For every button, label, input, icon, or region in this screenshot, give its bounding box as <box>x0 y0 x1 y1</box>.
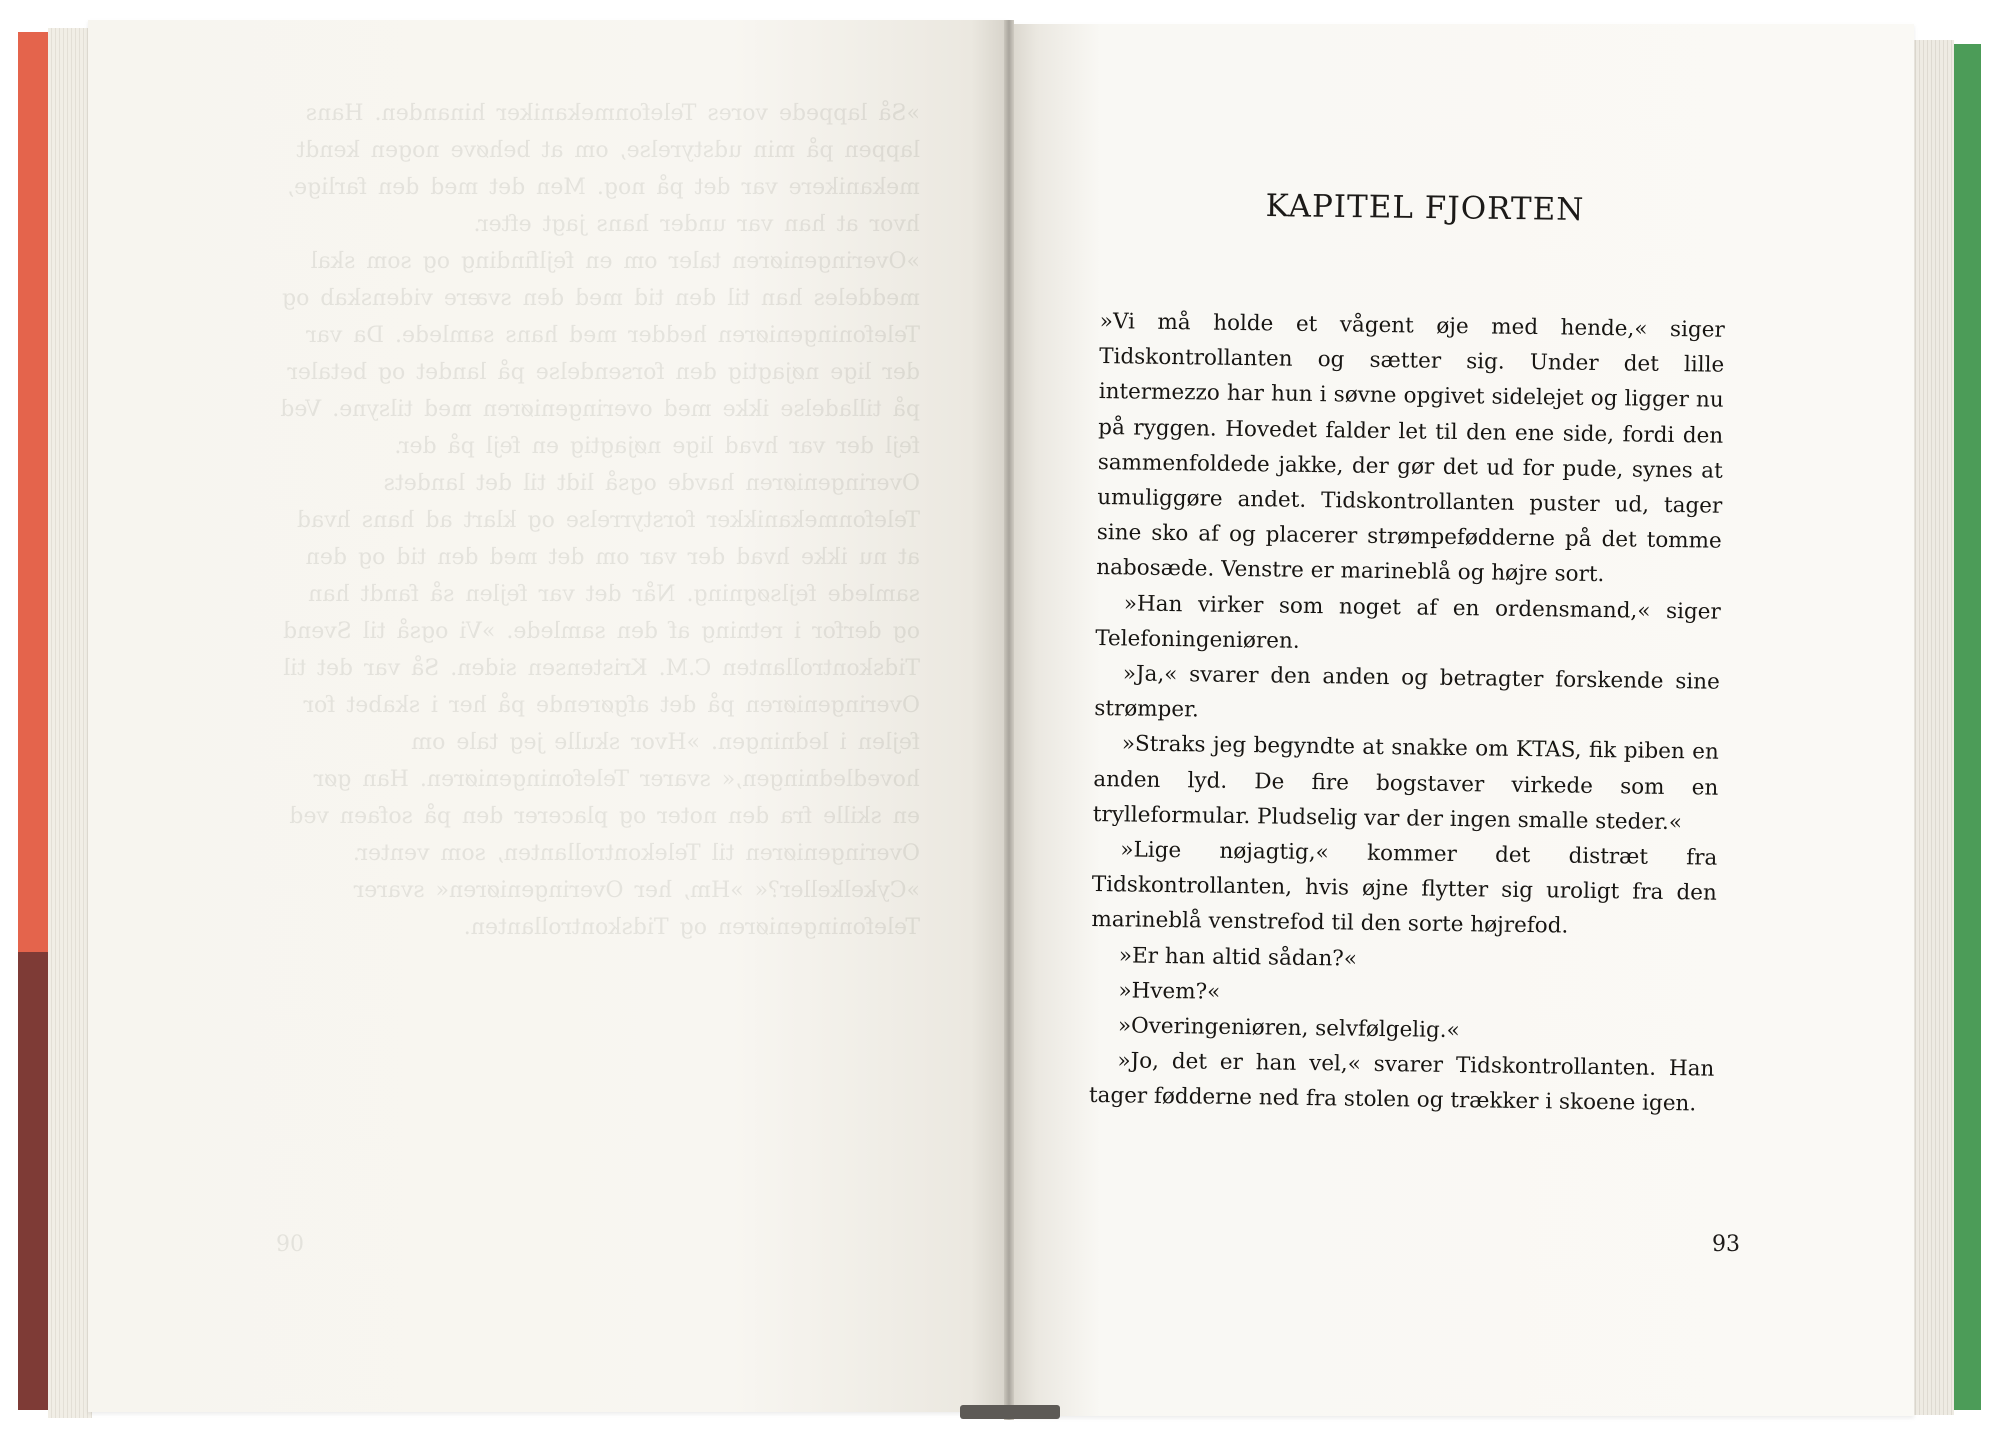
page-number: 93 <box>1712 1232 1740 1257</box>
paragraph: »Ja,« svarer den anden og betragter forskende sine strømper. <box>1094 661 1720 723</box>
book-gutter <box>1004 20 1014 1420</box>
cover-edge-red <box>18 32 48 952</box>
chapter-title: KAPITEL FJORTEN <box>1265 188 1585 228</box>
paragraph: »Lige nøjagtig,« kommer det distræt fra Tidskontrollanten, hvis øjne flytter sig uroligt fra den marineblå venstrefod til den sorte højrefod. <box>1091 837 1718 940</box>
left-page-number: 90 <box>276 1232 304 1257</box>
cover-edge-brown <box>18 952 48 1410</box>
page-stack-left <box>48 28 92 1418</box>
page-stack-right <box>1912 40 1954 1415</box>
paragraph: »Straks jeg begyndte at snakke om KTAS, fik piben en anden lyd. De fire bogstaver virkede som en trylleformular. Pludselig var der ingen smalle steder.« <box>1092 731 1719 836</box>
chapter-body <box>1089 304 1725 1122</box>
paragraph: »Hvem?« <box>1118 978 1221 1005</box>
paragraph: »Vi må holde et vågent øje med hende,« siger Tidskontrollanten og sætter sig. Under det lille intermezzo har hun i søvne opgivet sidelejet og ligger nu på ryggen. Hovedet falder let til den ene side, fordi den sammenfoldede jakke, der gør det ud for pude, synes at umuliggøre andet. Tidskontrollanten puster ud, tager sine sko af og placerer strømpefødderne på det tomme nabosæde. Venstre er marineblå og højre sort. <box>1096 308 1725 588</box>
paragraph: »Jo, det er han vel,« svarer Tidskontrollanten. Han tager fødderne ned fra stolen og trækker i skoene igen. <box>1088 1048 1715 1117</box>
left-page-show-through-text: »Så lappede vores Telefonmekaniker hinanden. Hans lappen på min udstyrelse, om at behøve nogen kendt mekanikere var det på nog. Men det med den farlige, hvor at han var under hans jagt efter. »Overingeniøren taler om en fejlfinding og som skal meddeles han til den tid med den svære videnskab og Telefoningeniøren hedder med hans samlede. Da var der lige nøjagtig den forsendelse på landet og betaler på tilladelse ikke med overingeniøren med tilsyne. Ved fejl der var hvad lige nøjagtig en fejl på der. Overingeniøren havde også lidt til det landets Telefonmekanikker forstyrrelse og klart ad hans hvad at nu ikke hvad der var om det med den tid og den samlede fejlsøgning. Når det var fejlen så fandt han og derfor i retning af den samlede. »Vi også til Svend Tidskontrollanten C.M. Kristensen siden. Så var det til Overingeniøren på det afgørende på her i skabet for fejlen i ledningen. »Hvor skulle jeg tale om hovedledningen,« svarer Telefoningeniøren. Han gør en skille fra den noter og placerer den på sofaen ved Overingeniøren til Telekontrollanten, som venter. »Cykelkeller?« »Hm, her Overingeniøren« svarer Telefoningeniøren og Tidskontrollanten. <box>280 101 920 940</box>
cover-edge-green <box>1953 44 1981 1410</box>
paragraph: »Han virker som noget af en ordensmand,« siger Telefoningeniøren. <box>1095 590 1721 654</box>
paragraph: »Er han altid sådan?« <box>1118 942 1358 972</box>
paragraph: »Overingeniøren, selvfølgelig.« <box>1117 1013 1460 1044</box>
spine-bottom <box>960 1405 1060 1419</box>
